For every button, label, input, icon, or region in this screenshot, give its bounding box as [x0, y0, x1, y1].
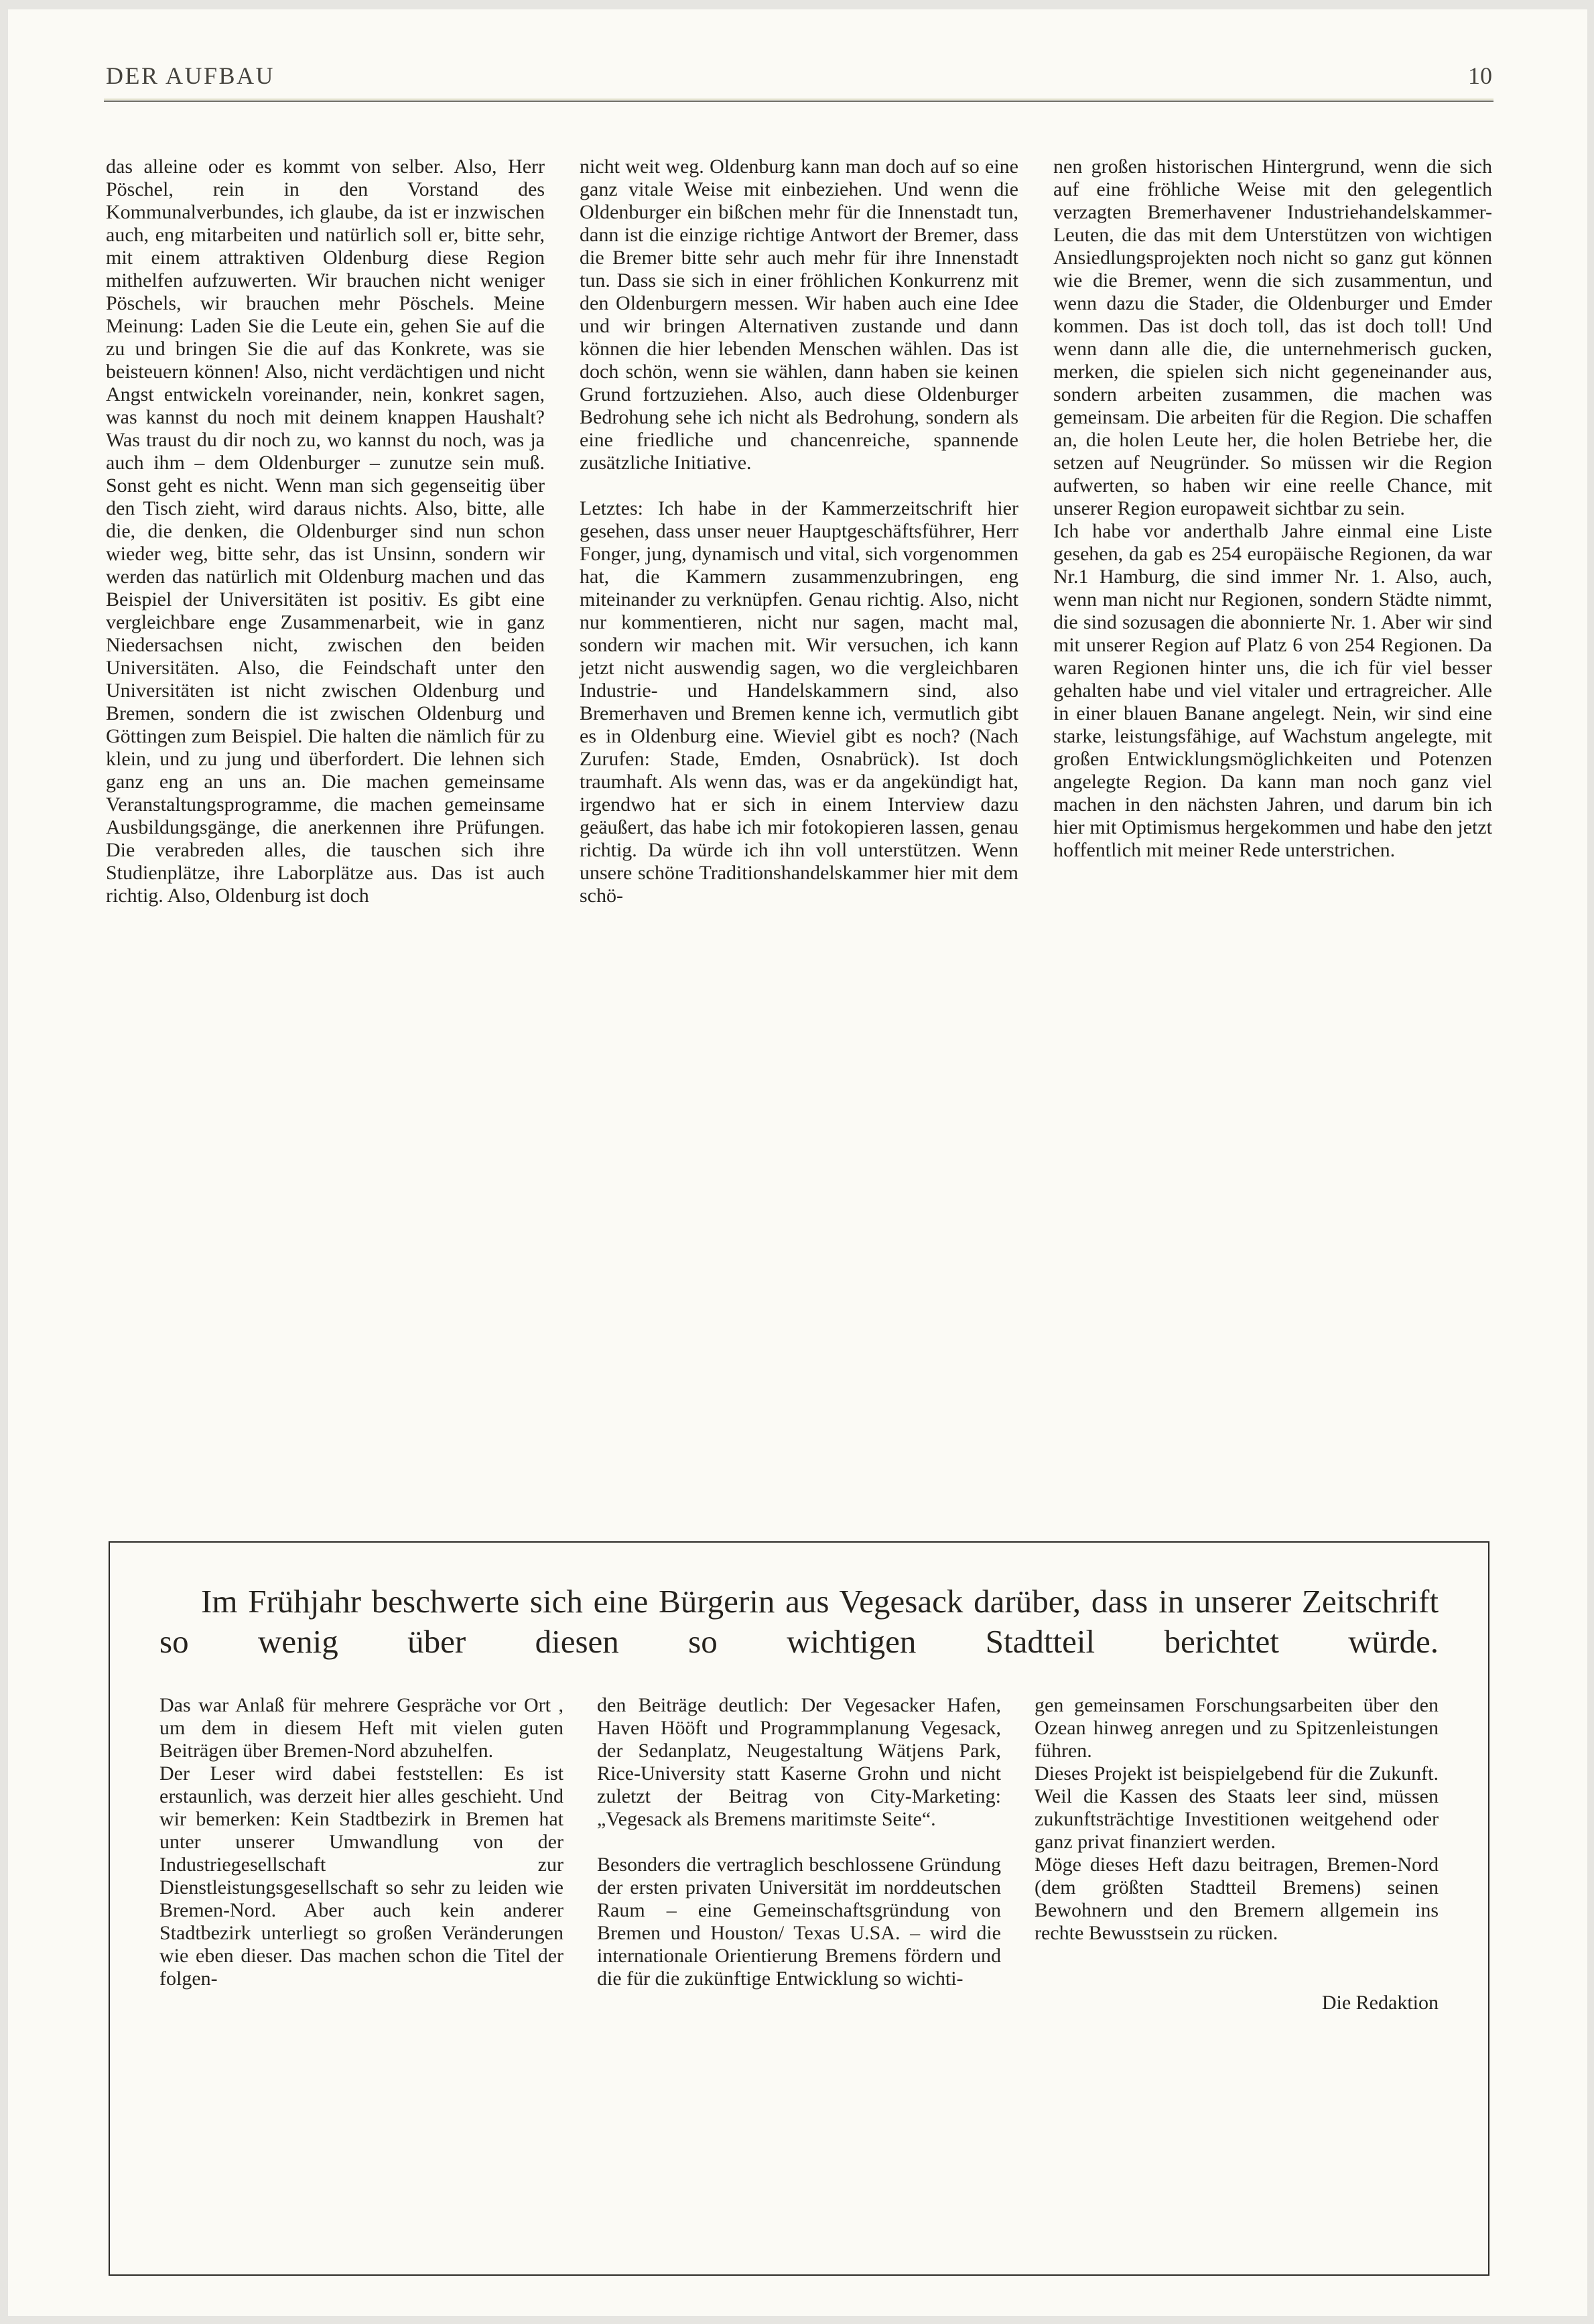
box-body	[159, 1694, 1439, 2014]
box-paragraph: Möge dieses Heft dazu beitragen, Bremen-Nord (dem größten Stadtteil Bremens) seinen Bewohnern und den Bremern allgemein ins rechte Bewusstsein zu rücken.	[1035, 1854, 1439, 1944]
article-paragraph: nicht weit weg. Oldenburg kann man doch auf so eine ganz vitale Weise mit einbeziehen. Und wenn die Oldenburger ein bißchen mehr für die Innenstadt tun, dann ist die einzige richtige Antwort der Bremer, dass die Bremer bitte sehr auch mehr für ihre Innenstadt tun. Dass sie sich in einer fröhlichen Konkurrenz mit den Oldenburgern messen. Wir haben auch eine Idee und wir bringen Alternativen zustande und dann können die hier lebenden Menschen wählen. Das ist doch schön, wenn sie wählen, dann haben sie keinen Grund fortzuziehen. Also, auch diese Oldenburger Bedrohung sehe ich nicht als Bedrohung, sondern als eine friedliche und chancenreiche, spannende zusätzliche Initiative.	[580, 155, 1018, 474]
box-paragraph: Der Leser wird dabei feststellen: Es ist erstaunlich, was derzeit hier alles geschieht. Und wir bemerken: Kein Stadtbezirk in Bremen hat unter unserer Umwandlung von der Industriegesellschaft zur Dienstleistungsgesellschaft so sehr zu leiden wie Bremen-Nord. Aber auch kein anderer Stadtbezirk unterliegt so großen Veränderungen wie eben dieser. Das machen schon die Titel der folgen-	[159, 1762, 563, 1990]
box-paragraph: Das war Anlaß für mehrere Gespräche vor Ort , um dem in diesem Heft mit vielen guten Beiträgen über Bremen-Nord abzuhelfen.	[159, 1694, 563, 1762]
article-paragraph: Letztes: Ich habe in der Kammerzeitschrift hier gesehen, dass unser neuer Hauptgeschäftsführer, Herr Fonger, jung, dynamisch und vital, sich vorgenommen hat, die Kammern zusammenzubringen, eng miteinander zu verknüpfen. Genau richtig. Also, nicht nur kommentieren, nicht nur sagen, macht mal, sondern wir machen mit. Wir versuchen, ich kann jetzt nicht auswendig sagen, wo die vergleichbaren Industrie- und Handelskammern sind, also Bremerhaven und Bremen kenne ich, vermutlich gibt es in Oldenburg eine. Wieviel gibt es noch? (Nach Zurufen: Stade, Emden, Osnabrück). Ist doch traumhaft. Als wenn das, was er da angekündigt hat, irgendwo hat er sich in einem Interview dazu geäußert, das habe ich mir fotokopieren lassen, genau richtig. Da würde ich ihn voll unterstützen. Wenn unsere schöne Traditionshandelskammer hier mit dem schö-	[580, 497, 1018, 907]
page-header	[106, 62, 1492, 90]
page-number: 10	[1468, 62, 1492, 89]
article-paragraph: das alleine oder es kommt von selber. Also, Herr Pöschel, rein in den Vorstand des Kommunalverbundes, ich glaube, da ist er inzwischen auch, eng mitarbeiten und natürlich soll er, bitte sehr, mit einem attraktiven Oldenburg diese Region mithelfen aufzuwerten. Wir brauchen nicht weniger Pöschels, wir brauchen mehr Pöschels. Meine Meinung: Laden Sie die Leute ein, gehen Sie auf die zu und bringen Sie die auf das Konkrete, was sie beisteuern können! Also, nicht verdächtigen und nicht Angst entwickeln voreinander, nein, konkret sagen, was kannst du noch mit deinem knappen Haushalt? Was traust du dir noch zu, wo kannst du noch, was ja auch ihm – dem Oldenburger – zunutze sein muß. Sonst geht es nicht. Wenn man sich gegenseitig über den Tisch zieht, wird daraus nichts. Also, bitte, alle die, die denken, die Oldenburger sind nun schon wieder weg, bitte sehr, das ist Unsinn, sondern wir werden das natürlich mit Oldenburg machen und das Beispiel der Universitäten ist positiv. Es gibt eine vergleichbare enge Zusammenarbeit, wie in ganz Niedersachsen nicht, zwischen den beiden Universitäten. Also, die Feindschaft unter den Universitäten ist nicht zwischen Oldenburg und Bremen, sondern die ist zwischen Oldenburg und Göttingen zum Beispiel. Die halten die nämlich für zu klein, und zu jung und überfordert. Die lehnen sich ganz eng an uns an. Die machen gemeinsame Veranstaltungsprogramme, die machen gemeinsame Ausbildungsgänge, die anerkennen ihre Prüfungen. Die verabreden alles, die tauschen sich ihre Studienplätze, ihre Laborplätze aus. Das ist auch richtig. Also, Oldenburg ist doch	[106, 155, 545, 907]
box-column-2	[597, 1694, 1001, 2014]
box-column-1	[159, 1694, 563, 2014]
article-body	[106, 155, 1492, 907]
box-paragraph: gen gemeinsamen Forschungsarbeiten über den Ozean hinweg anregen und zu Spitzenleistungen führen.	[1035, 1694, 1439, 1762]
article-paragraph: Ich habe vor anderthalb Jahre einmal eine Liste gesehen, da gab es 254 europäische Regionen, da war Nr.1 Hamburg, die sind immer Nr. 1. Also, auch, wenn man nicht nur Regionen, sondern Städte nimmt, die sind sozusagen die abonnierte Nr. 1. Aber wir sind mit unserer Region auf Platz 6 von 254 Regionen. Da waren Regionen hinter uns, die ich für viel besser gehalten habe und viel vitaler und ertragreicher. Alle in einer blauen Banane angelegt. Nein, wir sind eine starke, leistungsfähige, auf Wachstum angelegte, mit großen Entwicklungsmöglichkeiten und Potenzen angelegte Region. Da kann man noch ganz viel machen in den nächsten Jahren, und darum bin ich hier mit Optimismus hergekommen und habe den jetzt hoffentlich mit meiner Rede unterstrichen.	[1053, 520, 1492, 861]
vegesack-editorial-box	[109, 1541, 1489, 2276]
article-column-3	[1053, 155, 1492, 907]
article-paragraph: nen großen historischen Hintergrund, wenn die sich auf eine fröhliche Weise mit den gelegentlich verzagten Bremerhavener Industriehandelskammer-Leuten, die das mit dem Unterstützen von wichtigen Ansiedlungsprojekten noch nicht so ganz gut können wie die Bremer, wenn die sich zusammentun, und wenn dazu die Stader, die Oldenburger und Emder kommen. Das ist doch toll, das ist doch toll! Und wenn dann alle die, die unternehmerisch gucken, merken, die spielen sich nicht gegeneinander aus, sondern arbeiten zusammen, die machen was gemeinsam. Die arbeiten für die Region. Die schaffen an, die holen Leute her, die holen Betriebe her, die setzen auf Neugründer. So müssen wir die Region aufwerten, so haben wir eine reelle Chance, mit unserer Region europaweit sichtbar zu sein.	[1053, 155, 1492, 519]
box-column-3	[1035, 1694, 1439, 2014]
publication-title: DER AUFBAU	[106, 62, 275, 89]
header-rule	[104, 101, 1493, 102]
box-paragraph: den Beiträge deutlich: Der Vegesacker Hafen, Haven Hööft und Programmplanung Vegesack, der Sedanplatz, Neugestaltung Wätjens Park, Rice-University statt Kaserne Grohn und nicht zuletzt der Beitrag von City-Marketing: „Vegesack als Bremens maritimste Seite“.	[597, 1694, 1001, 1830]
article-column-2	[580, 155, 1018, 907]
article-column-1	[106, 155, 545, 907]
box-paragraph: Dieses Projekt ist beispielgebend für die Zukunft. Weil die Kassen des Staats leer sind, müssen zukunftsträchtige Investitionen weitgehend oder ganz privat finanziert werden.	[1035, 1762, 1439, 1853]
box-paragraph: Besonders die vertraglich beschlossene Gründung der ersten privaten Universität im norddeutschen Raum – eine Gemeinschaftsgründung von Bremen und Houston/ Texas U.SA. – wird die internationale Orientierung Bremens fördern und die für die zukünftige Entwicklung so wichti-	[597, 1854, 1001, 1990]
box-signature: Die Redaktion	[1321, 1992, 1439, 2014]
box-heading: Im Frühjahr beschwerte sich eine Bürgerin aus Vegesack darüber, dass in unserer Zeitschrift so wenig über diesen so wichtigen Stadtteil berichtet würde.	[159, 1583, 1439, 1660]
